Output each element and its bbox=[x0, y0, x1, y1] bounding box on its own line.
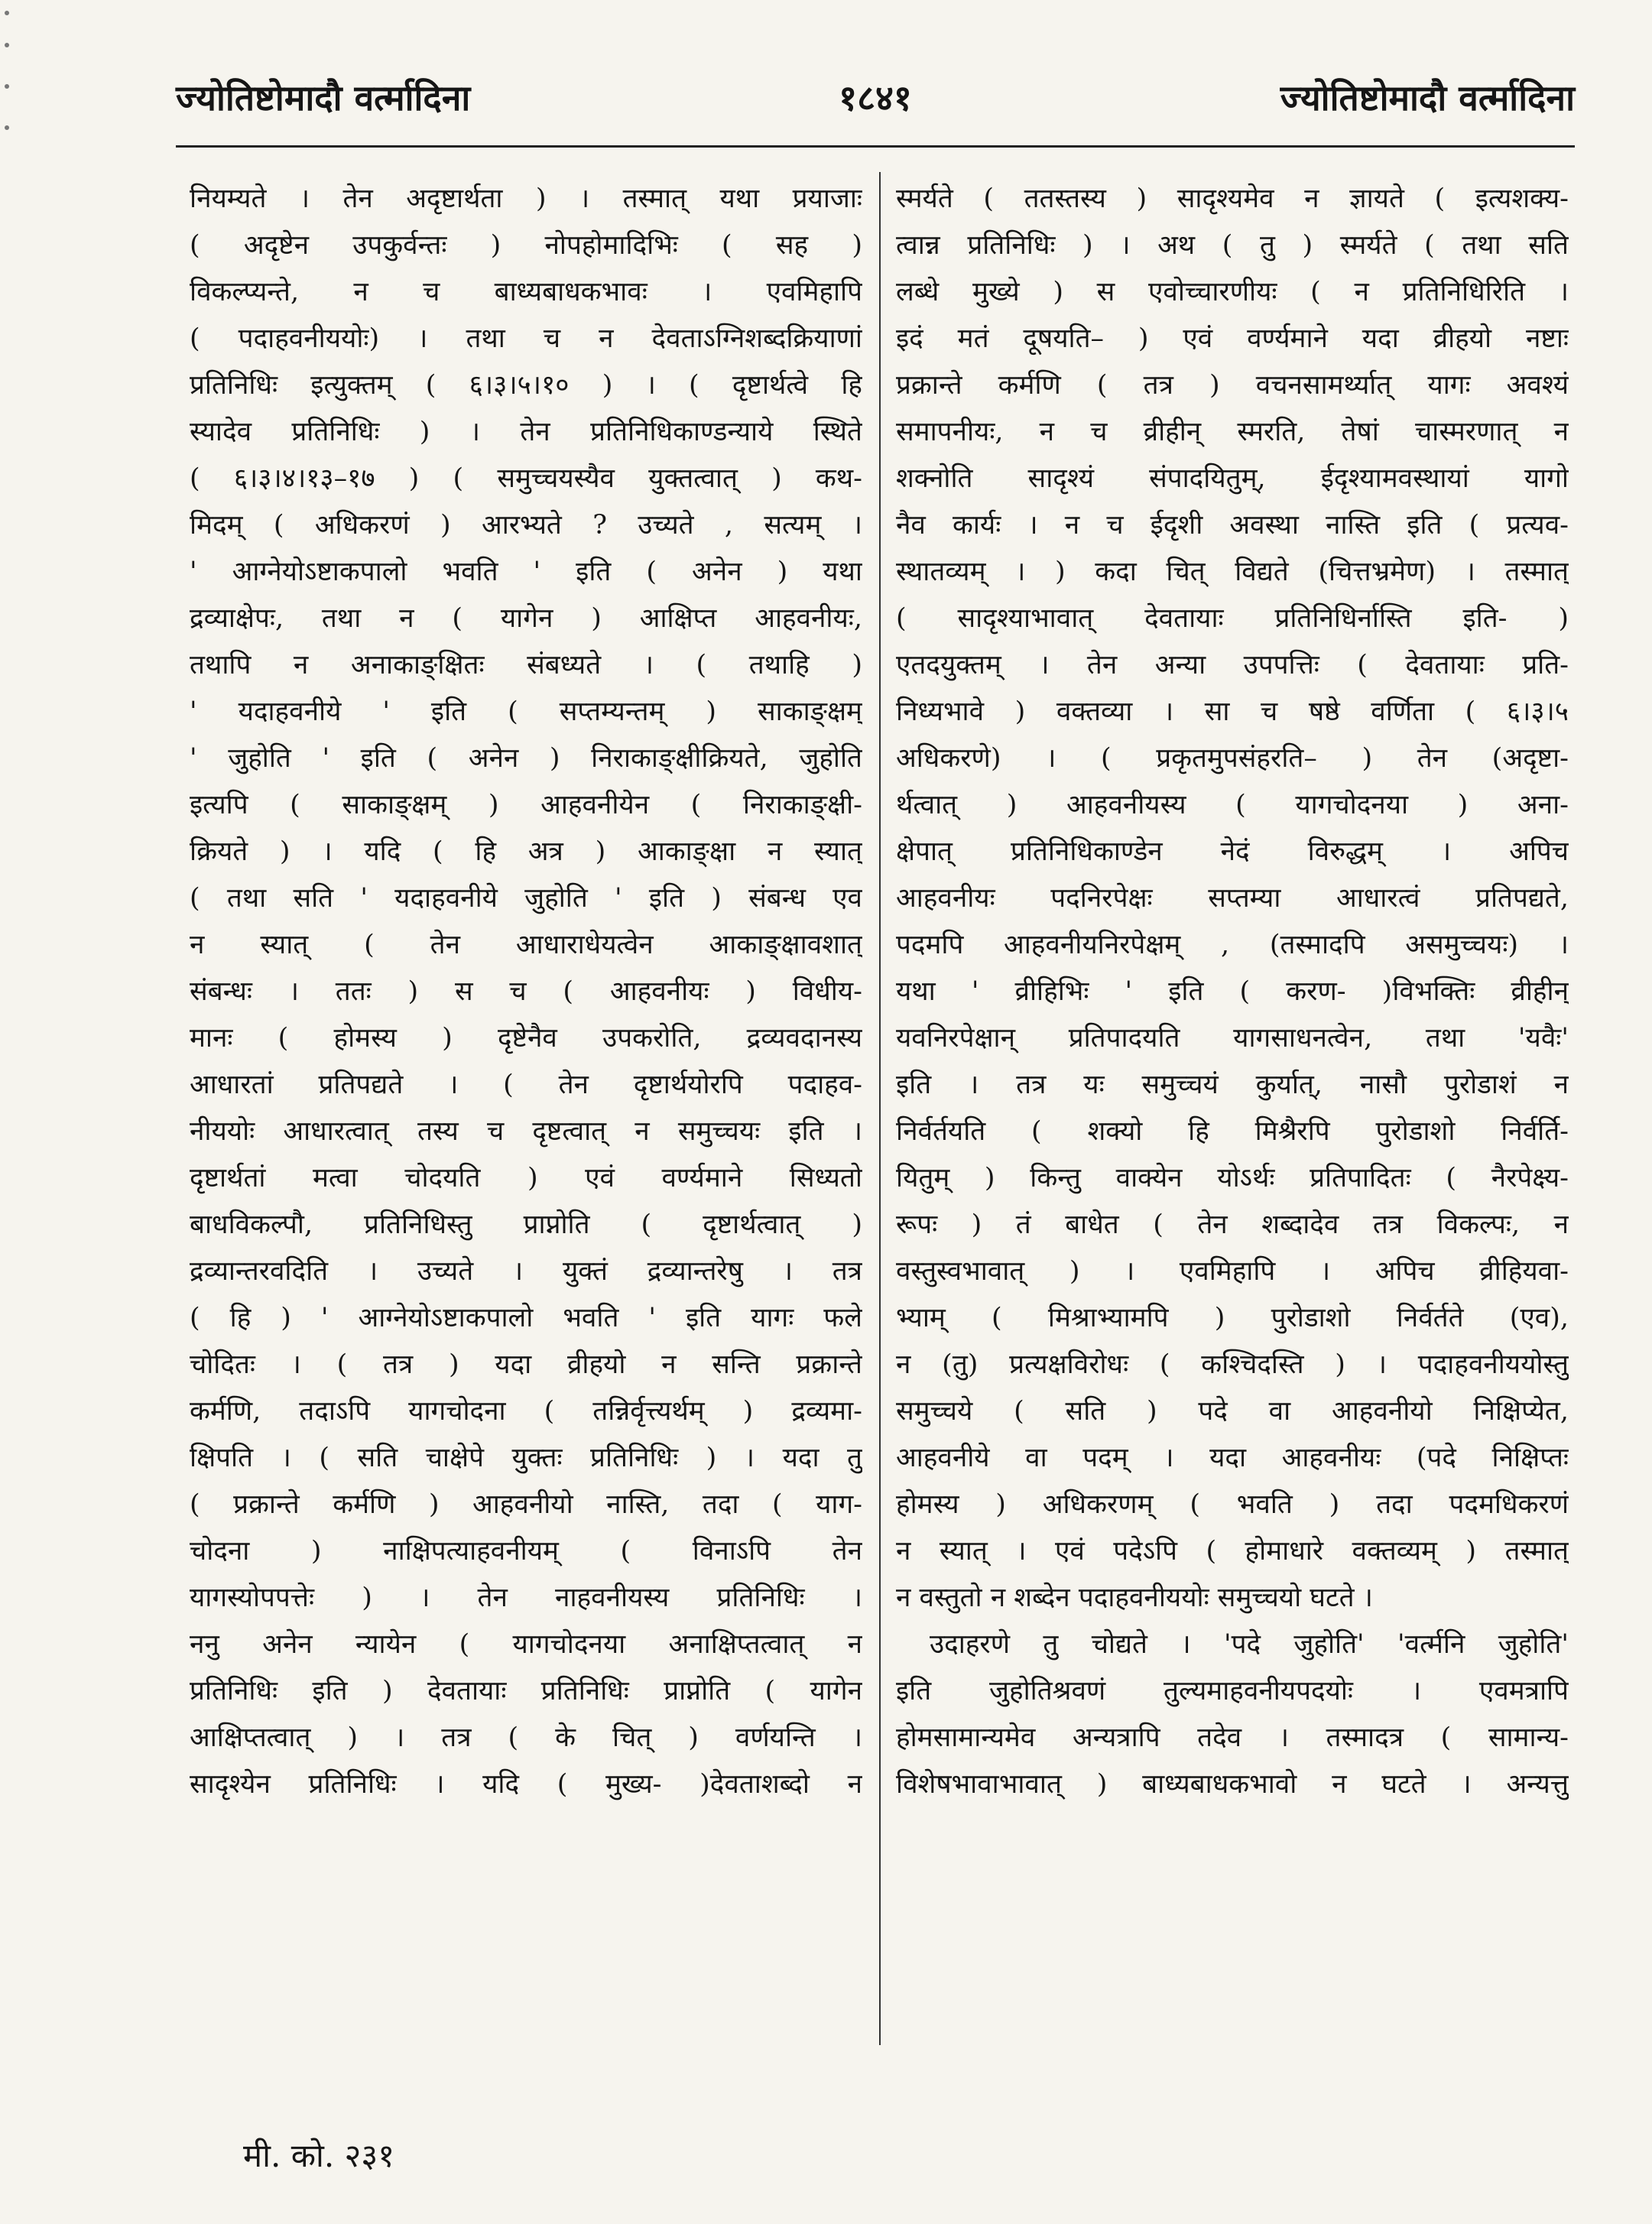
left-column bbox=[190, 176, 862, 2041]
footer-signature: मी. को. २३१ bbox=[243, 2137, 395, 2174]
text-line: ( ६।३।४।१३–१७ ) ( समुच्चयस्यैव युक्तत्वात् ) कथ- bbox=[190, 463, 862, 494]
text-line: ( सादृश्याभावात् देवतायाः प्रतिनिधिर्नास्ति इति- ) bbox=[896, 603, 1569, 634]
text-line: इति जुहोतिश्रवणं तुल्यमाहवनीयपदयोः । एवमत्रापि bbox=[896, 1676, 1569, 1706]
text-line: द्रव्यान्तरवदिति । उच्यते । युक्तं द्रव्यान्तरेषु । तत्र bbox=[190, 1256, 862, 1287]
text-line: बाधविकल्पौ, प्रतिनिधिस्तु प्राप्नोति ( दृष्टार्थत्वात् ) bbox=[190, 1209, 862, 1240]
text-line: द्रव्याक्षेपः, तथा न ( यागेन ) आक्षिप्त आहवनीयः, bbox=[190, 603, 862, 634]
text-line: ( अदृष्टेन उपकुर्वन्तः ) नोपहोमादिभिः ( सह ) bbox=[190, 230, 862, 261]
text-line: स्मर्यते ( ततस्तस्य ) सादृश्यमेव न ज्ञायते ( इत्यशक्य- bbox=[896, 183, 1569, 214]
text-line: तथापि न अनाकाङ्क्षितः संबध्यते । ( तथाहि ) bbox=[190, 650, 862, 680]
text-line: एतदयुक्तम् । तेन अन्या उपपत्तिः ( देवतायाः प्रति- bbox=[896, 650, 1569, 680]
text-line: ( तथा सति ' यदाहवनीये जुहोति ' इति ) संबन्ध एव bbox=[190, 883, 862, 914]
text-line: प्रतिनिधिः इत्युक्तम् ( ६।३।५।१० ) । ( दृष्टार्थत्वे हि bbox=[190, 370, 862, 401]
text-line: ननु अनेन न्यायेन ( यागचोदनया अनाक्षिप्तत्वात् न bbox=[190, 1629, 862, 1660]
text-line: आहवनीयः पदनिरपेक्षः सप्तम्या आधारत्वं प्रतिपद्यते, bbox=[896, 883, 1569, 914]
page-number: १८४१ bbox=[839, 77, 912, 119]
text-line: पदमपि आहवनीयनिरपेक्षम् , (तस्मादपि असमुच्चयः) । bbox=[896, 930, 1569, 960]
text-line: समापनीयः, न च व्रीहीन् स्मरति, तेषां चास्मरणात् न bbox=[896, 417, 1569, 447]
text-line: त्वान्न प्रतिनिधिः ) । अथ ( तु ) स्मर्यते ( तथा सति bbox=[896, 230, 1569, 261]
text-line: मिदम् ( अधिकरणं ) आरभ्यते ? उच्यते , सत्यम् । bbox=[190, 510, 862, 541]
column-divider bbox=[879, 172, 881, 2045]
text-line: आक्षिप्तत्वात् ) । तत्र ( के चित् ) वर्णयन्ति । bbox=[190, 1722, 862, 1753]
text-line: उदाहरणे तु चोद्यते । 'पदे जुहोति' 'वर्त्मनि जुहोति' bbox=[930, 1629, 1569, 1660]
text-line: प्रतिनिधिः इति ) देवतायाः प्रतिनिधिः प्राप्नोति ( यागेन bbox=[190, 1676, 862, 1706]
text-line: यवनिरपेक्षान् प्रतिपादयति यागसाधनत्वेन, तथा 'यवैः' bbox=[896, 1023, 1569, 1054]
text-line: क्रियते ) । यदि ( हि अत्र ) आकाङ्क्षा न स्यात् bbox=[190, 836, 862, 867]
text-line: प्रक्रान्ते कर्मणि ( तत्र ) वचनसामर्थ्यात् यागः अवश्यं bbox=[896, 370, 1569, 401]
text-line: न वस्तुतो न शब्देन पदाहवनीययोः समुच्चयो घटते । bbox=[896, 1583, 1373, 1613]
text-line: वस्तुस्वभावात् ) । एवमिहापि । अपिच व्रीहियवा- bbox=[896, 1256, 1569, 1287]
text-line: सादृश्येन प्रतिनिधिः । यदि ( मुख्य- )देवताशब्दो न bbox=[190, 1769, 862, 1800]
text-line: नियम्यते । तेन अदृष्टार्थता ) । तस्मात् यथा प्रयाजाः bbox=[190, 183, 862, 214]
text-line: नैव कार्यः । न च ईदृशी अवस्था नास्ति इति ( प्रत्यव- bbox=[896, 510, 1569, 541]
text-line: निर्वर्तयति ( शक्यो हि मिश्रैरपि पुरोडाशो निर्वर्ति- bbox=[896, 1116, 1569, 1147]
text-line: इत्यपि ( साकाङ्क्षम् ) आहवनीयेन ( निराकाङ्क्षी- bbox=[190, 790, 862, 820]
text-line: चोदना ) नाक्षिपत्याहवनीयम् ( विनाऽपि तेन bbox=[190, 1536, 862, 1567]
page-header bbox=[176, 73, 1575, 130]
text-line: ( पदाहवनीययोः) । तथा च न देवताऽग्निशब्दक्रियाणां bbox=[190, 323, 862, 354]
text-line: समुच्चये ( सति ) पदे वा आहवनीयो निक्षिप्येत, bbox=[896, 1396, 1569, 1427]
header-rule bbox=[176, 145, 1575, 148]
running-title-left: ज्योतिष्टोमादौ वर्त्मादिना bbox=[176, 77, 471, 119]
text-line: क्षिपति । ( सति चाक्षेपे युक्तः प्रतिनिधिः ) । यदा तु bbox=[190, 1443, 862, 1473]
text-line: यागस्योपपत्तेः ) । तेन नाहवनीयस्य प्रतिनिधिः । bbox=[190, 1583, 862, 1613]
text-line: क्षेपात् प्रतिनिधिकाण्डेन नेदं विरुद्धम् । अपिच bbox=[896, 836, 1569, 867]
text-line: संबन्धः । ततः ) स च ( आहवनीयः ) विधीय- bbox=[190, 976, 862, 1007]
text-line: निध्यभावे ) वक्तव्या । सा च षष्ठे वर्णिता ( ६।३।५ bbox=[896, 696, 1569, 727]
text-line: भ्याम् ( मिश्राभ्यामपि ) पुरोडाशो निर्वर्तते (एव), bbox=[896, 1303, 1569, 1333]
text-line: चोदितः । ( तत्र ) यदा व्रीहयो न सन्ति प्रक्रान्ते bbox=[190, 1349, 862, 1380]
text-line: कर्मणि, तदाऽपि यागचोदना ( तन्निर्वृत्त्यर्थम् ) द्रव्यमा- bbox=[190, 1396, 862, 1427]
text-line: यितुम् ) किन्तु वाक्येन योऽर्थः प्रतिपादितः ( नैरपेक्ष्य- bbox=[896, 1163, 1569, 1193]
text-line: न स्यात् ( तेन आधाराधेयत्वेन आकाङ्क्षावशात् bbox=[190, 930, 862, 960]
text-line: ' आग्नेयोऽष्टाकपालो भवति ' इति ( अनेन ) यथा bbox=[190, 557, 862, 587]
text-line: ' जुहोति ' इति ( अनेन ) निराकाङ्क्षीक्रियते, जुहोति bbox=[190, 743, 862, 774]
text-line: र्थत्वात् ) आहवनीयस्य ( यागचोदनया ) अना- bbox=[896, 790, 1569, 820]
text-line: अधिकरणे) । ( प्रकृतमुपसंहरति– ) तेन (अदृष्टा- bbox=[896, 743, 1569, 774]
running-title-right: ज्योतिष्टोमादौ वर्त्मादिना bbox=[1280, 77, 1575, 119]
text-line: स्थातव्यम् । ) कदा चित् विद्यते (चित्तभ्रमेण) । तस्मात् bbox=[896, 557, 1569, 587]
margin-marks bbox=[5, 11, 18, 164]
text-line: विशेषभावाभावात् ) बाध्यबाधकभावो न घटते । अन्यत्तु bbox=[896, 1769, 1569, 1800]
right-column bbox=[896, 176, 1569, 2041]
text-line: ' यदाहवनीये ' इति ( सप्तम्यन्तम् ) साकाङ्क्षम् bbox=[190, 696, 862, 727]
text-line: स्यादेव प्रतिनिधिः ) । तेन प्रतिनिधिकाण्डन्याये स्थिते bbox=[190, 417, 862, 447]
text-line: ( हि ) ' आग्नेयोऽष्टाकपालो भवति ' इति यागः फले bbox=[190, 1303, 862, 1333]
text-line: ( प्रक्रान्ते कर्मणि ) आहवनीयो नास्ति, तदा ( याग- bbox=[190, 1489, 862, 1520]
text-line: इति । तत्र यः समुच्चयं कुर्यात्, नासौ पुरोडाशं न bbox=[896, 1070, 1569, 1100]
text-line: इदं मतं दूषयति– ) एवं वर्ण्यमाने यदा व्रीहयो नष्टाः bbox=[896, 323, 1569, 354]
text-line: नीययोः आधारत्वात् तस्य च दृष्टत्वात् न समुच्चयः इति । bbox=[190, 1116, 862, 1147]
text-line: मानः ( होमस्य ) दृष्टेनैव उपकरोति, द्रव्यवदानस्य bbox=[190, 1023, 862, 1054]
text-line: न (तु) प्रत्यक्षविरोधः ( कश्चिदस्ति ) । पदाहवनीययोस्तु bbox=[896, 1349, 1569, 1380]
text-line: शक्नोति सादृश्यं संपादयितुम्, ईदृश्यामवस्थायां यागो bbox=[896, 463, 1569, 494]
text-line: रूपः ) तं बाधेत ( तेन शब्दादेव तत्र विकल्पः, न bbox=[896, 1209, 1569, 1240]
text-line: यथा ' व्रीहिभिः ' इति ( करण- )विभक्तिः व्रीहीन् bbox=[896, 976, 1569, 1007]
text-line: विकल्प्यन्ते, न च बाध्यबाधकभावः । एवमिहापि bbox=[190, 277, 862, 307]
text-line: दृष्टार्थतां मत्वा चोदयति ) एवं वर्ण्यमाने सिध्यतो bbox=[190, 1163, 862, 1193]
text-line: होमस्य ) अधिकरणम् ( भवति ) तदा पदमधिकरणं bbox=[896, 1489, 1569, 1520]
text-line: आधारतां प्रतिपद्यते । ( तेन दृष्टार्थयोरपि पदाहव- bbox=[190, 1070, 862, 1100]
text-line: आहवनीये वा पदम् । यदा आहवनीयः (पदे निक्षिप्तः bbox=[896, 1443, 1569, 1473]
text-line: होमसामान्यमेव अन्यत्रापि तदेव । तस्मादत्र ( सामान्य- bbox=[896, 1722, 1569, 1753]
text-line: न स्यात् । एवं पदेऽपि ( होमाधारे वक्तव्यम् ) तस्मात् bbox=[896, 1536, 1569, 1567]
text-line: लब्धे मुख्ये ) स एवोच्चारणीयः ( न प्रतिनिधिरिति । bbox=[896, 277, 1569, 307]
